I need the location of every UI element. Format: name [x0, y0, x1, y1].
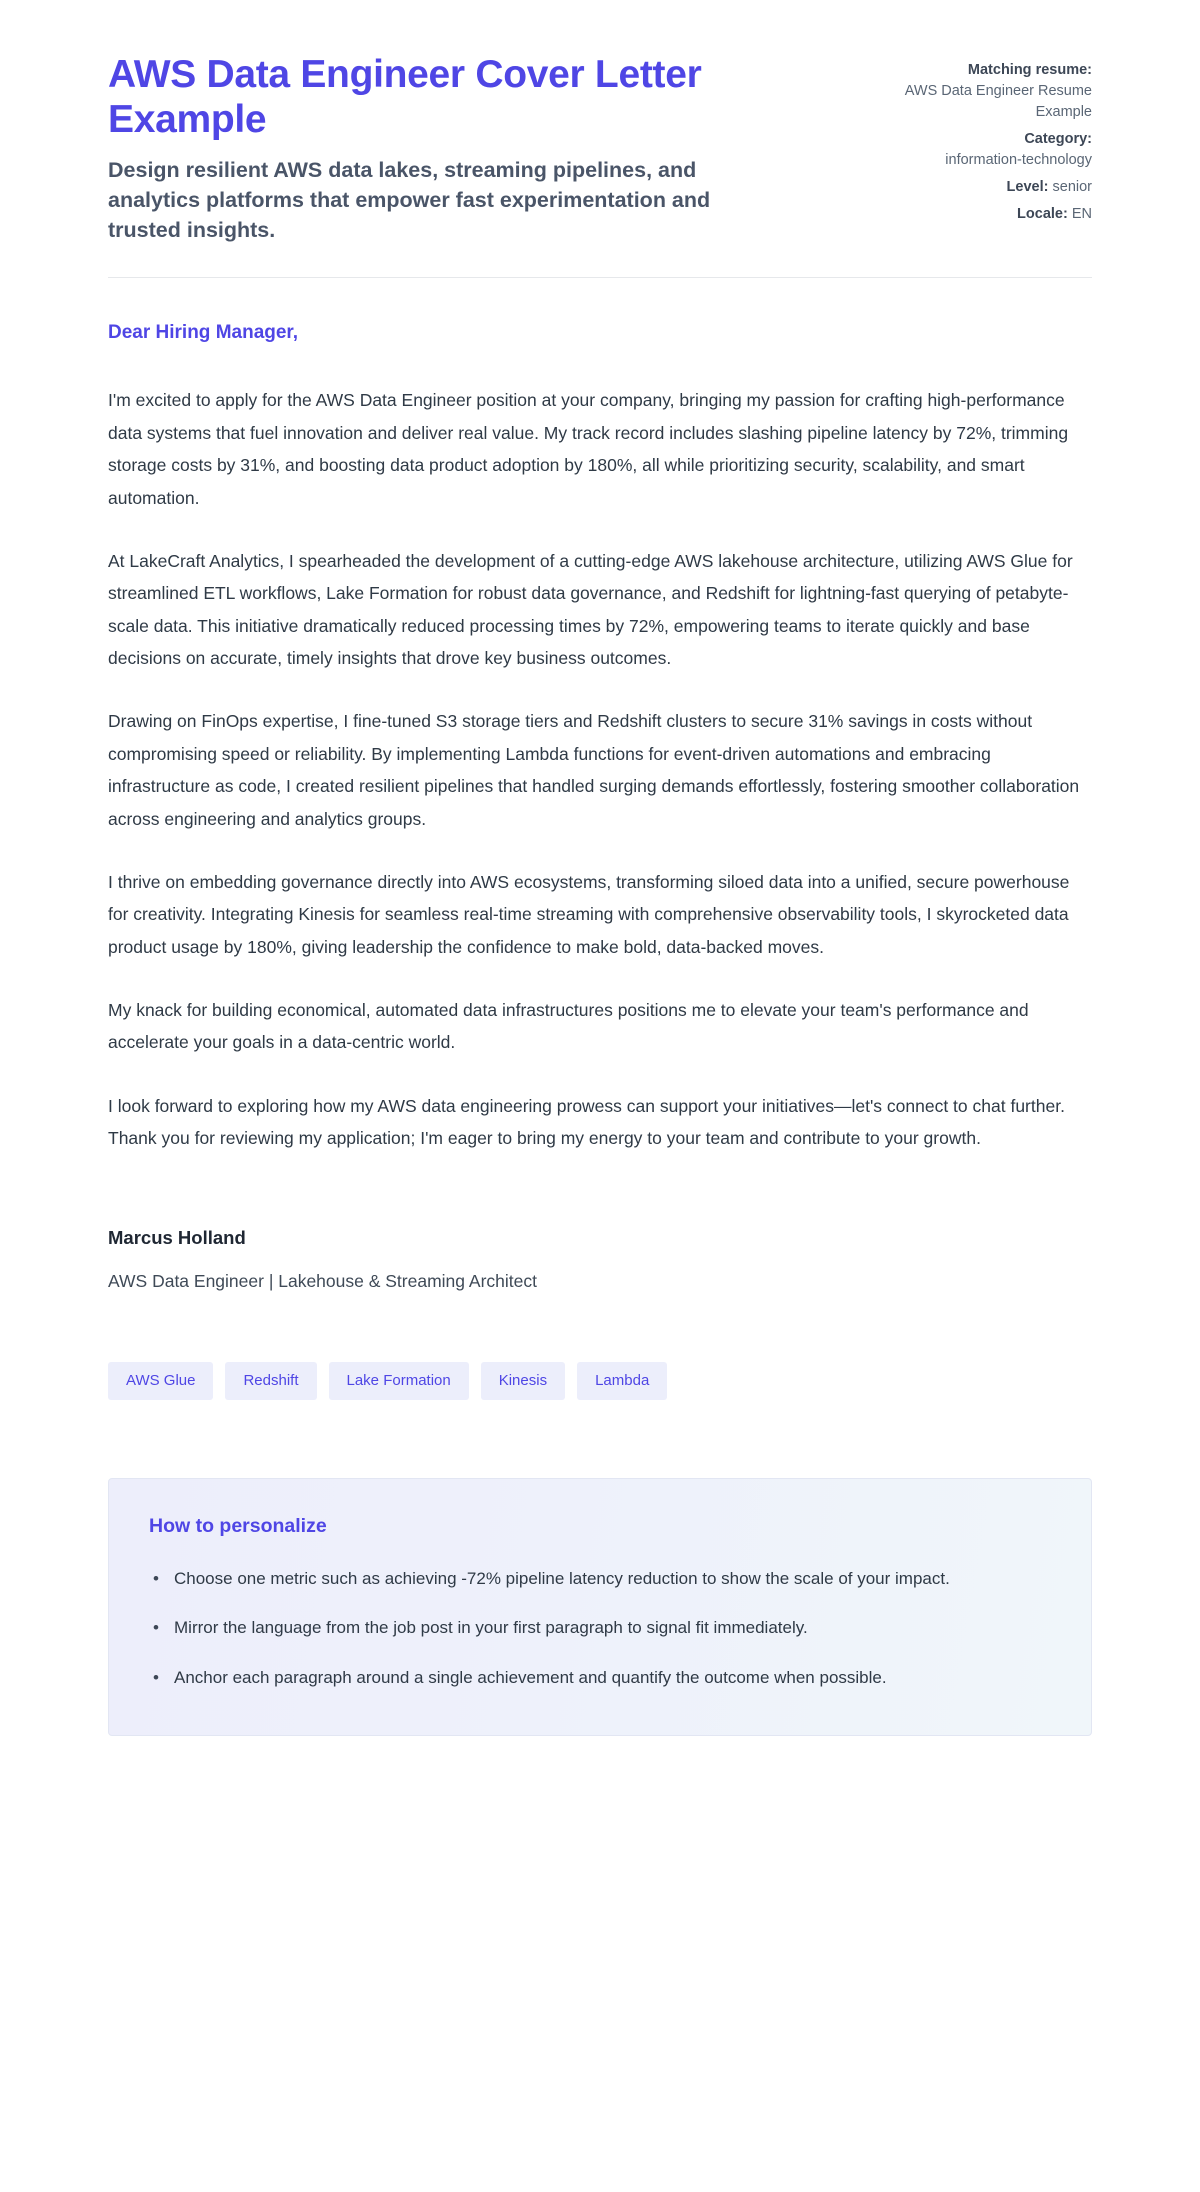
- meta-level: [892, 177, 1092, 198]
- header-title-block: [108, 52, 848, 245]
- callout-list: [149, 1564, 1051, 1694]
- letter-paragraph: Drawing on FinOps expertise, I fine-tuned S3 storage tiers and Redshift clusters to secure 31% savings in costs without compromising speed or reliability. By implementing Lambda functions for event-driven automations and embracing infrastructure as code, I created resilient pipelines that handled surging demands effortlessly, fostering smoother collaboration across engineering and analytics groups.: [108, 711, 1080, 829]
- signature-name: Marcus Holland: [108, 1226, 246, 1248]
- how-to-personalize-callout: [108, 1478, 1092, 1737]
- meta-matching-resume-value: AWS Data Engineer Resume Example: [904, 83, 1092, 121]
- letter-paragraph: At LakeCraft Analytics, I spearheaded the development of a cutting-edge AWS lakehouse architecture, utilizing AWS Glue for streamlined ETL workflows, Lake Formation for robust data governance, and Redshift for lightning-fast querying of petabyte-scale data. This initiative dramatically reduced processing times by 72%, empowering teams to iterate quickly and base decisions on accurate, timely insights that drove key business outcomes.: [108, 550, 1073, 669]
- letter-body: [108, 278, 1092, 1736]
- meta-matching-resume-label: Matching resume:: [967, 62, 1092, 78]
- skill-tag[interactable]: Lambda: [577, 1362, 667, 1400]
- document-metadata: [892, 52, 1092, 227]
- callout-list-item: • Choose one metric such as achieving -72% pipeline latency reduction to show the scale of your impact.: [149, 1564, 1049, 1595]
- meta-locale-value: EN: [1071, 206, 1092, 223]
- callout-list-item: • Anchor each paragraph around a single achievement and quantify the outcome when possible.: [149, 1663, 1049, 1694]
- letter-paragraph: I'm excited to apply for the AWS Data Engineer position at your company, bringing my passion for crafting high-performance data systems that fuel innovation and deliver real value. My track record includes slashing pipeline latency by 72%, trimming storage costs by 31%, and boosting data product adoption by 180%, all while prioritizing security, scalability, and smart automation.: [108, 390, 1069, 508]
- meta-level-label: Level:: [1006, 179, 1049, 196]
- skill-tag[interactable]: AWS Glue: [108, 1362, 213, 1400]
- meta-locale-label: Locale:: [1017, 206, 1068, 223]
- page-subtitle: Design resilient AWS data lakes, streaming pipelines, and analytics platforms that empower fast experimentation and trusted insights.: [108, 158, 711, 242]
- letter-paragraph: I thrive on embedding governance directly into AWS ecosystems, transforming siloed data into a unified, secure powerhouse for creativity. Integrating Kinesis for seamless real-time streaming with comprehensive observability tools, I skyrocketed data product usage by 180%, giving leadership the confidence to make bold, data-backed moves.: [108, 871, 1070, 957]
- skill-tag-list: [108, 1362, 1092, 1400]
- page-title: AWS Data Engineer Cover Letter Example: [108, 53, 702, 142]
- meta-category-value: information-technology: [945, 152, 1092, 169]
- skill-tag[interactable]: Redshift: [225, 1362, 316, 1400]
- callout-list-item: • Mirror the language from the job post in your first paragraph to signal fit immediately.: [149, 1613, 1049, 1644]
- letter-paragraph: I look forward to exploring how my AWS data engineering prowess can support your initiatives—let's connect to chat further. Thank you for reviewing my application; I'm eager to bring my energy to your team and contribute to your growth.: [108, 1095, 1065, 1149]
- signature-block: [108, 1227, 1092, 1292]
- page-header: [108, 52, 1092, 245]
- signature-role: AWS Data Engineer | Lakehouse & Streaming Architect: [108, 1270, 537, 1291]
- callout-title: How to personalize: [149, 1514, 327, 1537]
- letter-paragraph: My knack for building economical, automated data infrastructures positions me to elevate your team's performance and accelerate your goals in a data-centric world.: [108, 1000, 1029, 1053]
- meta-level-value: senior: [1052, 179, 1092, 196]
- meta-locale: [892, 204, 1092, 225]
- skill-tag[interactable]: Kinesis: [481, 1362, 565, 1400]
- letter-salutation: Dear Hiring Manager,: [108, 322, 299, 344]
- skill-tag[interactable]: Lake Formation: [329, 1362, 469, 1400]
- meta-category: [892, 129, 1092, 171]
- meta-matching-resume: [892, 60, 1092, 123]
- meta-category-label: Category:: [1024, 131, 1092, 148]
